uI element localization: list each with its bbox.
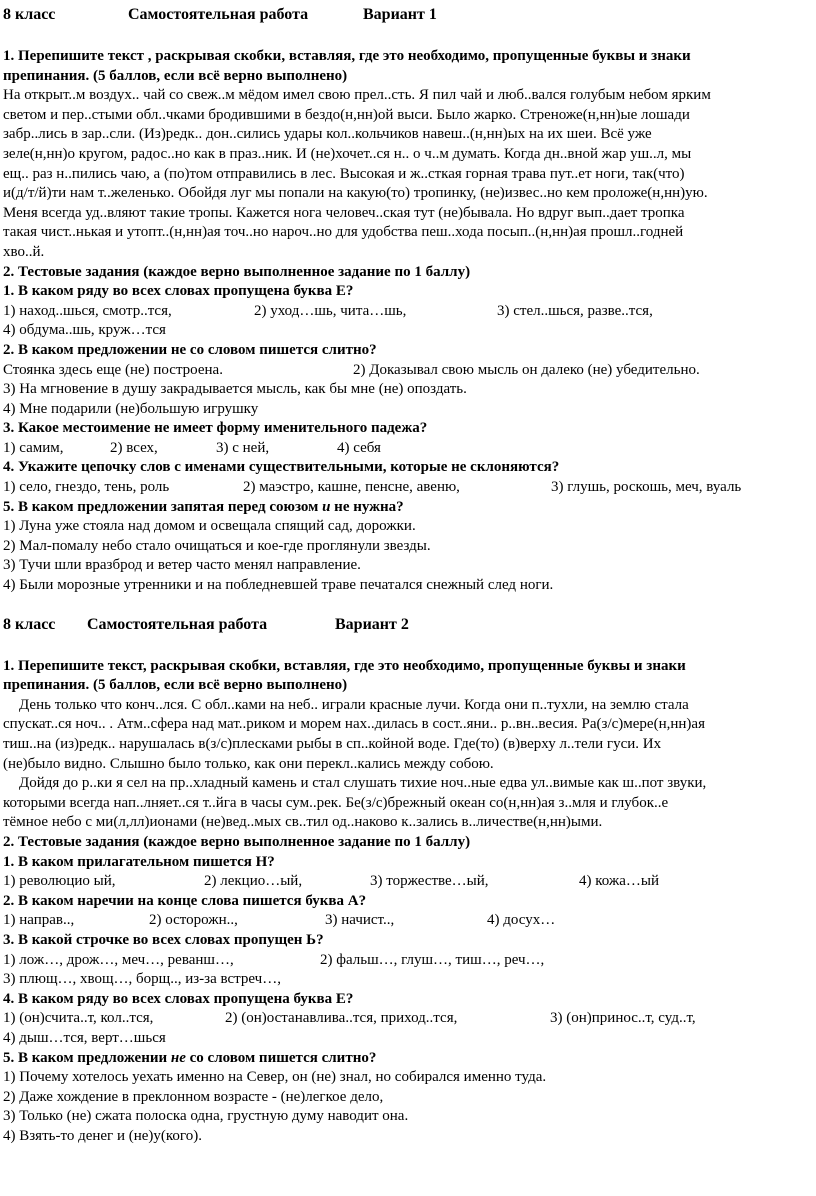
text-line: Дойдя до р..ки я сел на пр..хладный камень и стал слушать тихие ноч..ные едва ул..вимые как ш..пот звуки, — [19, 775, 707, 792]
answer-option: 4) Взять-то денег и (не)у(кого). — [3, 1127, 202, 1144]
text-line: забр..лись в зар..сли. (Из)редк.. дон..сились удары кол..кольчиков навеш..(н,нн)ых на их шеи. Всё уже — [3, 126, 652, 143]
answer-option: 4) дыш…тся, верт…шься — [3, 1029, 166, 1046]
text-line: ещ.. раз н..пились чаю, а (по)том отправились в лес. Высокая и ж..сткая горная трава пут..ет ноги, так(что) — [3, 165, 685, 182]
variant-label: Вариант 1 — [363, 6, 437, 23]
answer-option: 1) революцио ый, — [3, 873, 116, 890]
answer-option: 3) На мгновение в душу закрадывается мысль, как бы мне (не) опоздать. — [3, 381, 467, 398]
task-2-title: 2. Тестовые задания (каждое верно выполненное задание по 1 баллу) — [3, 833, 471, 850]
answer-option: 2) осторожн.., — [149, 912, 238, 929]
answer-option: 4) Были морозные утренники и на побледневшей траве печатался снежный след ноги. — [3, 577, 554, 594]
variant-2-header — [3, 614, 813, 636]
text-line: На открыт..м воздух.. чай со свеж..м мёдом имел свою прел..сть. Я пил чай и люб..вался голубым небом ярким — [3, 87, 711, 104]
answer-option: 3) (он)принос..т, суд..т, — [550, 1010, 696, 1027]
task-2-title: 2. Тестовые задания (каждое верно выполненное задание по 1 баллу) — [3, 263, 471, 280]
answer-row — [3, 361, 813, 381]
answer-option: 2) фальш…, глуш…, тиш…, реч…, — [320, 951, 545, 968]
text-line: спускат..ся ноч.. . Атм..сфера над мат..риком и морем нах..дилась в сост..яни.. р..вн..весия. Ра(з/с)мере(н,нн)ая — [3, 716, 705, 733]
answer-option: 2) (он)останавлива..тся, приход..тся, — [225, 1010, 458, 1027]
answer-option: 2) Мал-помалу небо стало очищаться и кое-где проглянули звезды. — [3, 537, 431, 554]
variant-label: Вариант 2 — [335, 615, 409, 633]
answer-option: 1) Луна уже стояла над домом и освещала спящий сад, дорожки. — [3, 518, 416, 535]
answer-option: 1) самим, — [3, 439, 64, 456]
text-line: и(д/т/й)ти нам т..желенько. Обойдя луг мы попали на какую(то) тропинку, (не)извес..но кем проложе(н,нн)ую. — [3, 185, 708, 202]
variant-2-section — [3, 614, 813, 1147]
answer-option: 2) всех, — [110, 439, 158, 456]
question: 4. Укажите цепочку слов с именами существительными, которые не склоняются? — [3, 459, 560, 476]
grade-label: 8 класс — [3, 615, 56, 633]
answer-option: 1) наход..шься, смотр..тся, — [3, 302, 172, 319]
answer-option: 2) уход…шь, чита…шь, — [254, 302, 407, 319]
question: 1. В каком ряду во всех словах пропущена буква Е? — [3, 283, 354, 300]
question: 4. В каком ряду во всех словах пропущена буква Е? — [3, 990, 354, 1007]
text-line: зеле(н,нн)о кругом, радос..но как в праз..ник. И (не)хочет..ся н.. о ч..м думать. Когда дн..вной жар уш..л, мы — [3, 145, 692, 162]
answer-option: 3) Тучи шли вразброд и ветер часто менял направление. — [3, 557, 361, 574]
text-line: светом и пер..стыми обл..чками бродившими в бездо(н,нн)ой выси. Было жарко. Стреноже(н,нн)ые лошади — [3, 106, 690, 123]
answer-row — [3, 1009, 813, 1029]
answer-option: 4) обдума..шь, круж…тся — [3, 322, 166, 339]
answer-row — [3, 478, 813, 498]
answer-option: 4) Мне подарили (не)большую игрушку — [3, 400, 259, 417]
answer-option: 2) лекцио…ый, — [204, 873, 303, 890]
answer-option: 1) (он)счита..т, кол..тся, — [3, 1010, 154, 1027]
variant-1-section — [3, 0, 813, 596]
answer-option: 1) село, гнездо, тень, роль — [3, 479, 170, 496]
answer-row — [3, 302, 813, 322]
text-line: такая чист..нькая и утопт..(н,нн)ая точ..но нароч..но для удобства пеш..хода посып..(н,нн)ая прошл..годней — [3, 224, 684, 241]
question: 3. В какой строчке во всех словах пропущен Ь? — [3, 931, 324, 948]
text-line: День только что конч..лся. С обл..ками на неб.. играли красные лучи. Когда они п..тухли, на землю стала — [19, 696, 689, 713]
question: 1. В каком прилагательном пишется Н? — [3, 853, 275, 870]
question: 2. В каком наречии на конце слова пишется буква А? — [3, 892, 367, 909]
answer-option: 4) себя — [337, 439, 381, 456]
answer-option: Стоянка здесь еще (не) построена. — [3, 361, 223, 378]
answer-option: 3) стел..шься, разве..тся, — [497, 302, 653, 319]
answer-option: 1) Почему хотелось уехать именно на Север, он (не) знал, но собирался именно туда. — [3, 1069, 547, 1086]
text-line: тёмное небо с ми(л,лл)ионами (не)вед..мых св..тил од..наково к..зались в..личестве(н,нн)ыми. — [3, 814, 603, 831]
text-line: (не)было видно. Слышно было только, как они перекл..кались между собою. — [3, 755, 494, 772]
answer-option: 2) Даже хождение в преклонном возрасте - (не)легкое дело, — [3, 1088, 384, 1105]
question: 5. В каком предложении не со словом пишется слитно? — [3, 1049, 377, 1066]
answer-row — [3, 872, 813, 892]
answer-option: 4) кожа…ый — [579, 873, 660, 890]
work-title: Самостоятельная работа — [128, 6, 309, 23]
answer-option: 3) с ней, — [216, 439, 270, 456]
text-line: тиш..на (из)редк.. нарушалась в(з/с)плесками рыбы в сп..койной воде. Где(то) (в)верху л..тели гуси. Их — [3, 736, 662, 752]
answer-option: 3) Только (не) сжата полоска одна, грустную думу наводит она. — [3, 1108, 409, 1125]
task-1-title: 1. Перепишите текст, раскрывая скобки, вставляя, где это необходимо, пропущенные буквы и знаки — [3, 657, 686, 674]
answer-row — [3, 439, 813, 459]
answer-option: 3) глушь, роскошь, меч, вуаль — [551, 479, 742, 496]
answer-option: 3) торжестве…ый, — [370, 873, 489, 890]
answer-row — [3, 951, 813, 971]
answer-option: 2) маэстро, кашне, пенсне, авеню, — [243, 479, 460, 496]
answer-row — [3, 911, 813, 931]
answer-option: 1) направ.., — [3, 912, 75, 929]
question: 5. В каком предложении запятая перед союзом и не нужна? — [3, 498, 404, 515]
question: 2. В каком предложении не со словом пишется слитно? — [3, 341, 377, 358]
task-1-title: препинания. (5 баллов, если всё верно выполнено) — [3, 677, 348, 694]
answer-option: 2) Доказывал свою мысль он далеко (не) убедительно. — [353, 361, 700, 378]
answer-option: 4) досух… — [487, 912, 556, 929]
grade-label: 8 класс — [3, 6, 56, 23]
text-line: которыми всегда нап..лняет..ся т..йга в часы сум..рек. Бе(з/с)брежный океан со(н,нн)ая з..мля и глубок..е — [3, 794, 669, 811]
answer-option: 1) лож…, дрож…, меч…, реванш…, — [3, 951, 234, 968]
work-title: Самостоятельная работа — [87, 615, 268, 633]
variant-1-header — [3, 4, 813, 26]
answer-option: 3) плющ…, хвощ…, борщ.., из-за встреч…, — [3, 971, 281, 988]
question: 3. Какое местоимение не имеет форму именительного падежа? — [3, 420, 428, 437]
task-1-title: 1. Перепишите текст , раскрывая скобки, вставляя, где это необходимо, пропущенные буквы и знаки — [3, 48, 691, 64]
text-line: хво..й. — [3, 243, 45, 260]
answer-option: 3) начист.., — [325, 912, 395, 929]
task-1-title: препинания. (5 баллов, если всё верно выполнено) — [3, 67, 348, 84]
text-line: Меня всегда уд..вляют такие тропы. Кажется нога человеч..ская тут (не)бывала. Но вдруг вып..дает тропка — [3, 204, 685, 221]
